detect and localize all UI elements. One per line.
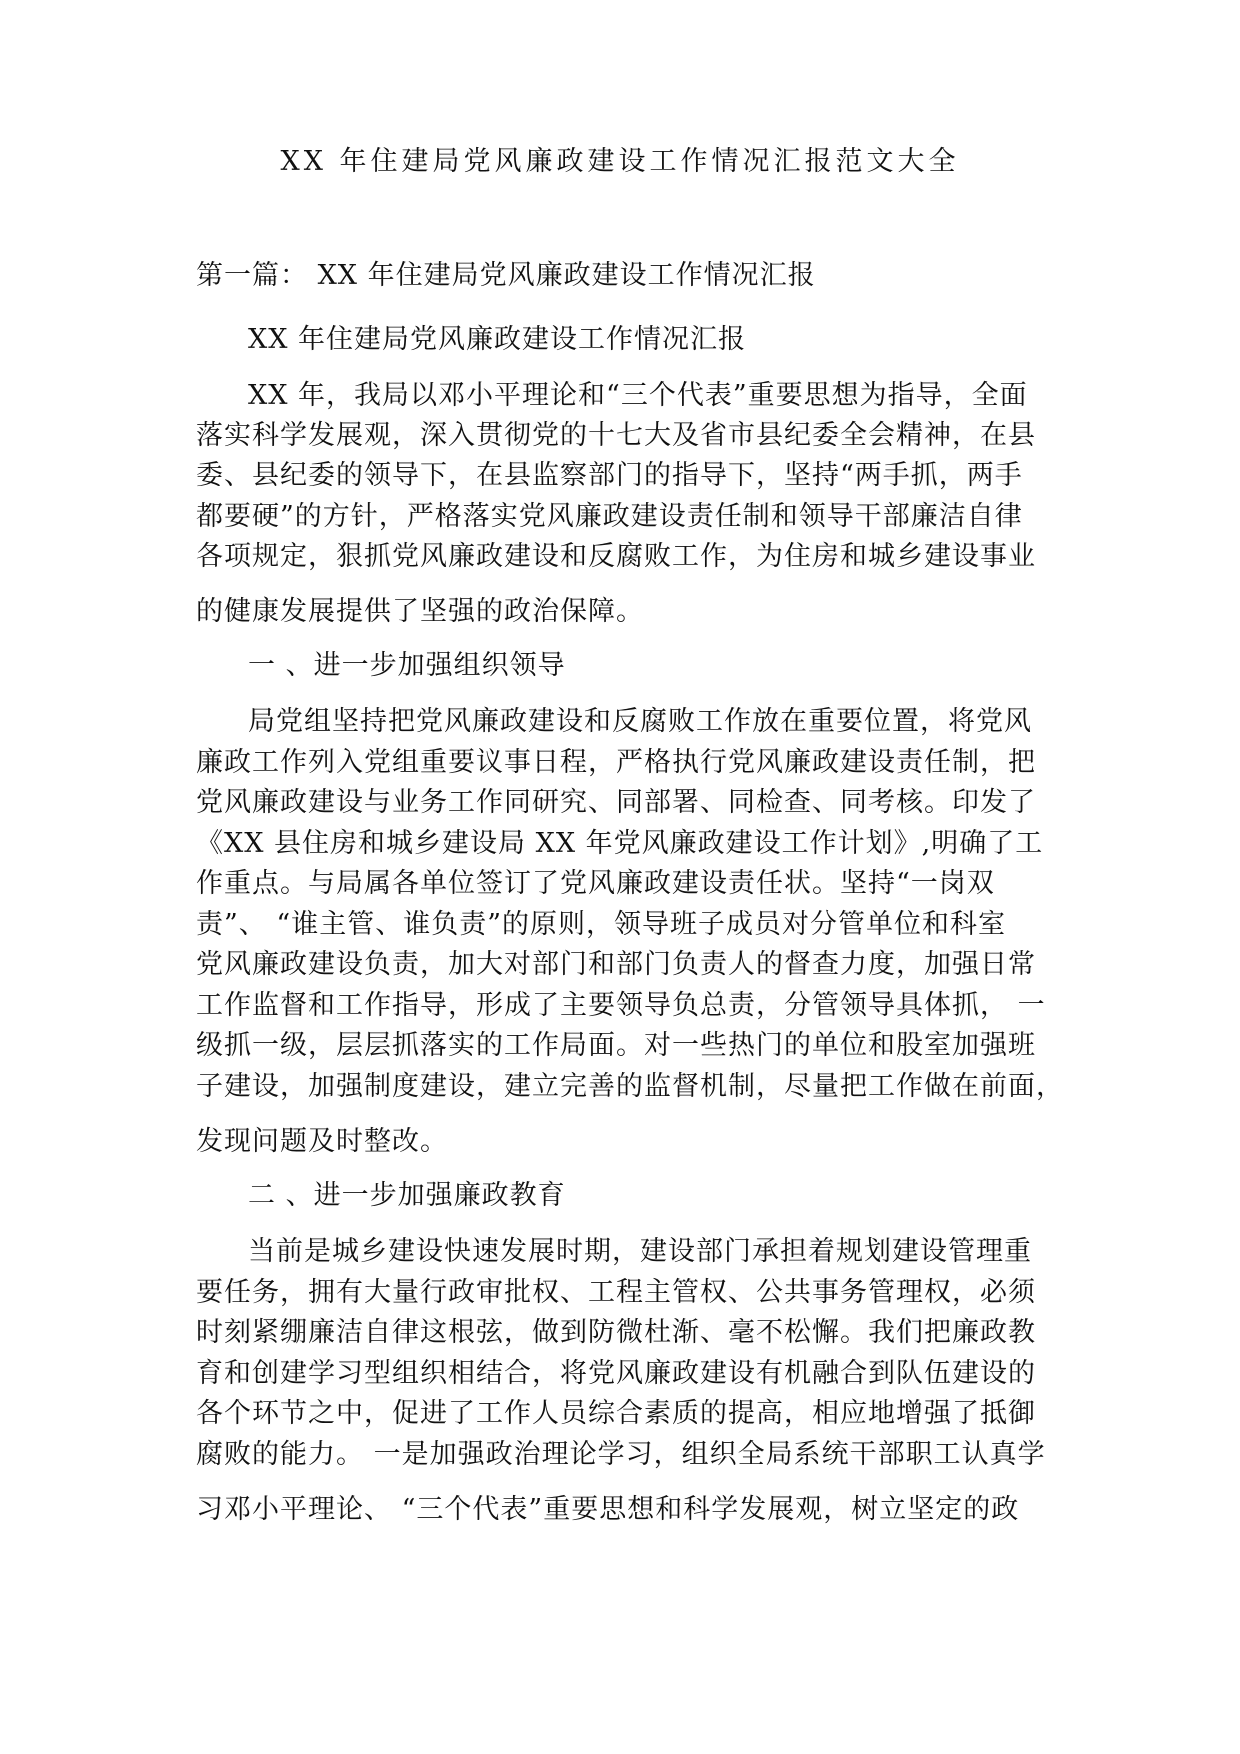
paragraph-line: 都要硬”的方针，严格落实党风廉政建设责任制和领导干部廉洁自律 <box>196 501 1023 532</box>
paragraph-line: 落实科学发展观，深入贯彻党的十七大及省市县纪委全会精神，在县 <box>196 420 1036 451</box>
paragraph-line: 党风廉政建设与业务工作同研究、同部署、同检查、同考核。印发了 <box>196 787 1036 818</box>
paragraph-line: 责”、 “谁主管、谁负责”的原则，领导班子成员对分管单位和科室 <box>196 909 1006 940</box>
paragraph-line: 腐败的能力。 一是加强政治理论学习，组织全局系统干部职工认真学 <box>196 1439 1046 1470</box>
section-title: XX 年住建局党风廉政建设工作情况汇报 <box>248 324 747 355</box>
paragraph-line: 的健康发展提供了坚强的政治保障。 <box>196 596 644 627</box>
paragraph-line: 育和创建学习型组织相结合，将党风廉政建设有机融合到队伍建设的 <box>196 1358 1036 1389</box>
paragraph-line: 各项规定，狠抓党风廉政建设和反腐败工作，为住房和城乡建设事业 <box>196 541 1036 572</box>
paragraph-line: 局党组坚持把党风廉政建设和反腐败工作放在重要位置，将党风 <box>248 706 1032 737</box>
paragraph-line: 委、县纪委的领导下，在县监察部门的指导下，坚持“两手抓，两手 <box>196 460 1023 491</box>
paragraph-line: 廉政工作列入党组重要议事日程，严格执行党风廉政建设责任制，把 <box>196 747 1036 778</box>
paragraph-line: 《XX 县住房和城乡建设局 XX 年党风廉政建设工作计划》,明确了工 <box>196 828 1044 859</box>
paragraph-line: 当前是城乡建设快速发展时期，建设部门承担着规划建设管理重 <box>248 1236 1032 1267</box>
paragraph-line: 要任务，拥有大量行政审批权、工程主管权、公共事务管理权，必须 <box>196 1277 1036 1308</box>
paragraph-line: 子建设，加强制度建设，建立完善的监督机制，尽量把工作做在前面， <box>196 1071 1064 1102</box>
document-title: XX 年住建局党风廉政建设工作情况汇报范文大全 <box>280 146 960 177</box>
paragraph-line: 发现问题及时整改。 <box>196 1126 448 1157</box>
section-heading: 二 、进一步加强廉政教育 <box>248 1180 566 1211</box>
paragraph-line: 党风廉政建设负责，加大对部门和部门负责人的督查力度，加强日常 <box>196 949 1036 980</box>
paragraph-line: 习邓小平理论、 “三个代表”重要思想和科学发展观，树立坚定的政 <box>196 1494 1020 1525</box>
chapter-heading: 第一篇： XX 年住建局党风廉政建设工作情况汇报 <box>196 260 816 291</box>
paragraph-line: 时刻紧绷廉洁自律这根弦，做到防微杜渐、毫不松懈。我们把廉政教 <box>196 1317 1036 1348</box>
paragraph-line: 各个环节之中，促进了工作人员综合素质的提高，相应地增强了抵御 <box>196 1398 1036 1429</box>
paragraph-line: 作重点。与局属各单位签订了党风廉政建设责任状。坚持“一岗双 <box>196 868 995 899</box>
paragraph-line: 级抓一级，层层抓落实的工作局面。对一些热门的单位和股室加强班 <box>196 1030 1036 1061</box>
paragraph-line: 工作监督和工作指导，形成了主要领导负总责，分管领导具体抓， 一 <box>196 990 1046 1021</box>
paragraph-line: XX 年，我局以邓小平理论和“三个代表”重要思想为指导，全面 <box>248 380 1028 411</box>
section-heading: 一 、进一步加强组织领导 <box>248 650 566 681</box>
